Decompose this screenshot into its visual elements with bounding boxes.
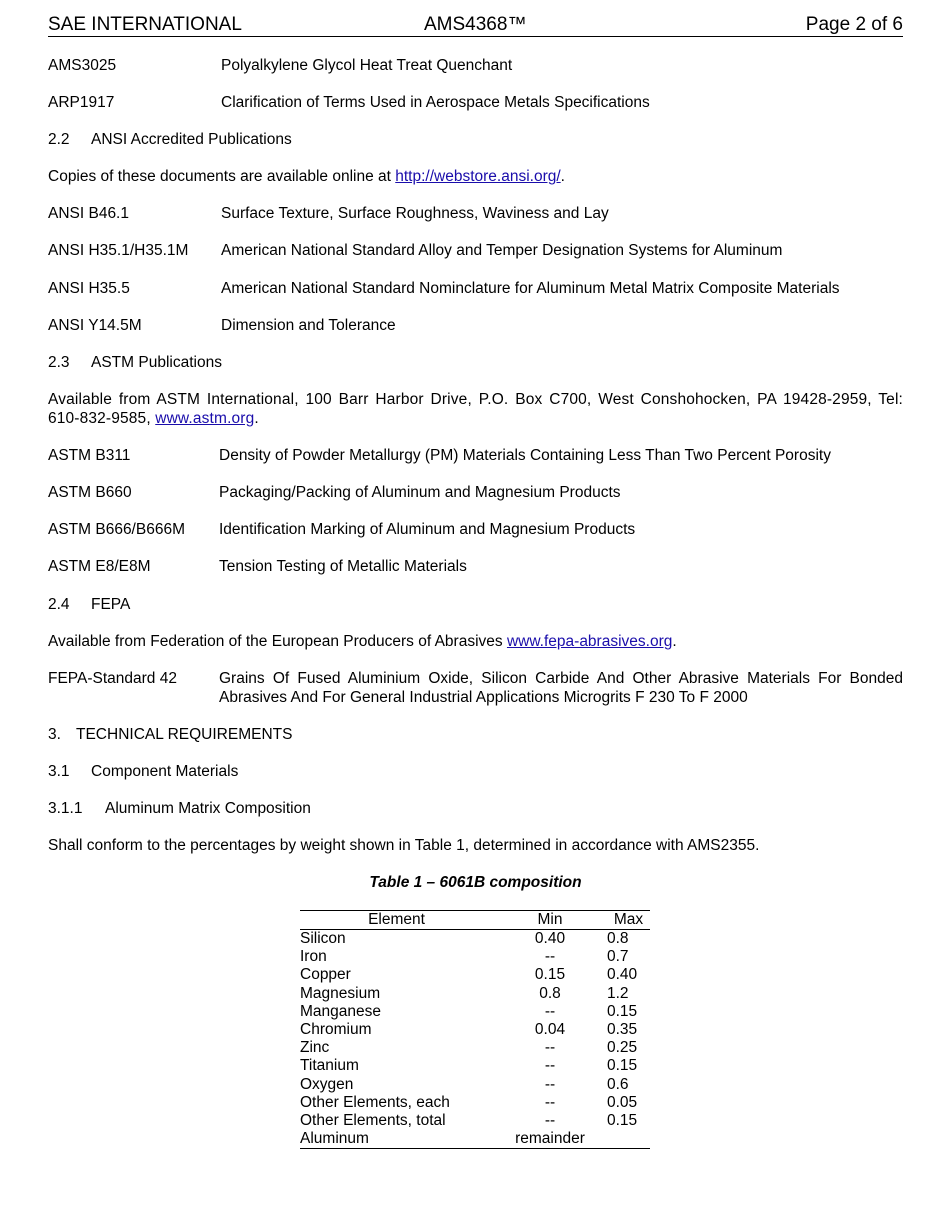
section-number: 2.4 [48,596,70,613]
table-row [300,1094,650,1112]
min-cell: -- [544,1075,556,1093]
element-cell: Manganese [300,1002,382,1020]
reference-code: ARP1917 [48,94,115,111]
max-cell [607,1130,650,1149]
max-cell: 0.25 [607,1039,638,1057]
max-cell: 0.6 [607,1075,629,1093]
reference-title: Tension Testing of Metallic Materials [219,558,467,575]
table-row [300,1039,650,1057]
section-title: ANSI Accredited Publications [91,131,292,148]
element-cell: Magnesium [300,984,381,1002]
max-cell: 0.15 [607,1112,638,1130]
ansi-webstore-link[interactable]: http://webstore.ansi.org/ [395,168,561,185]
reference-title: Clarification of Terms Used in Aerospace Metals Specifications [221,94,650,111]
reference-title: Packaging/Packing of Aluminum and Magnesium Products [219,484,621,501]
section-heading-3-1 [48,762,238,781]
element-cell: Iron [300,948,327,966]
page-header [48,14,903,37]
min-cell: -- [544,1093,556,1111]
header-org: SAE INTERNATIONAL [48,14,242,35]
astm-website-link[interactable]: www.astm.org [155,410,255,427]
min-cell: -- [544,948,556,966]
max-cell: 0.35 [607,1021,638,1039]
min-cell: -- [544,1112,556,1130]
section-number: 2.2 [48,131,70,148]
table-header-row [300,911,650,930]
reference-code: AMS3025 [48,57,117,74]
min-cell: -- [544,1039,556,1057]
reference-title: American National Standard Nominclature for Aluminum Metal Matrix Composite Materials [221,280,840,297]
column-header-min: Min [493,911,607,930]
table-row [300,1130,650,1149]
reference-title: American National Standard Alloy and Temper Designation Systems for Aluminum [221,242,783,259]
reference-code: ASTM B311 [48,447,131,464]
composition-table [300,910,650,1149]
element-cell: Zinc [300,1039,330,1057]
min-cell: remainder [493,1130,607,1149]
section-title: TECHNICAL REQUIREMENTS [76,726,293,743]
astm-intro: Available from ASTM International, 100 Barr Harbor Drive, P.O. Box C700, West Conshohocken, PA 19428-2959, Tel: 610-832-9585, www.astm.org. [48,391,903,427]
reference-code: ANSI Y14.5M [48,317,142,334]
min-cell: 0.8 [539,984,561,1002]
max-cell: 0.7 [607,948,629,966]
table-row [300,1021,650,1039]
section-title: FEPA [91,596,131,613]
element-cell: Other Elements, total [300,1112,446,1130]
table-row [300,985,650,1003]
reference-title: Surface Texture, Surface Roughness, Waviness and Lay [221,205,609,222]
reference-code: ASTM B660 [48,484,132,501]
min-cell: -- [544,1057,556,1075]
section-number: 2.3 [48,354,70,371]
element-cell: Other Elements, each [300,1093,450,1111]
reference-code: ANSI B46.1 [48,205,129,222]
min-cell: -- [544,1002,556,1020]
fepa-website-link[interactable]: www.fepa-abrasives.org [506,633,673,650]
section-title: Component Materials [91,763,239,780]
min-cell: 0.15 [534,966,566,984]
header-page-number: Page 2 of 6 [805,14,903,35]
composition-table-body [300,930,650,1149]
reference-code: FEPA-Standard 42 [48,670,177,687]
header-doc-number: AMS4368™ [424,14,527,35]
table-row [300,1057,650,1075]
reference-title: Dimension and Tolerance [221,317,396,334]
table-row [300,1076,650,1094]
max-cell: 0.8 [607,930,629,947]
reference-title: Polyalkylene Glycol Heat Treat Quenchant [221,57,513,74]
section-heading-2-3 [48,353,222,372]
element-cell: Silicon [300,930,346,947]
reference-title: Density of Powder Metallurgy (PM) Materials Containing Less Than Two Percent Porosity [219,447,831,464]
section-heading-3-1-1 [48,799,311,818]
element-cell: Titanium [300,1057,359,1075]
section-heading-2-4 [48,595,130,614]
table-row [300,930,650,949]
table-row [300,966,650,984]
reference-code: ASTM E8/E8M [48,558,151,575]
reference-code: ASTM B666/B666M [48,521,185,538]
column-header-element: Element [300,911,493,930]
min-cell: 0.04 [534,1021,566,1039]
reference-title: Identification Marking of Aluminum and Magnesium Products [219,521,636,538]
min-cell: 0.40 [534,930,566,947]
reference-code: ANSI H35.5 [48,280,130,297]
section-title: Aluminum Matrix Composition [105,800,311,817]
column-header-max: Max [607,911,650,930]
table-row [300,1112,650,1130]
table-row [300,948,650,966]
reference-title: Grains Of Fused Aluminium Oxide, Silicon Carbide And Other Abrasive Materials For Bonded Abrasives And For General Industrial Applications Microgrits F 230 To F 2000 [219,670,903,706]
element-cell: Copper [300,966,351,984]
section-heading-3 [48,725,292,744]
section-number: 3.1 [48,763,70,780]
max-cell: 0.15 [607,1002,638,1020]
section-number: 3. [48,726,61,743]
composition-requirement: Shall conform to the percentages by weight shown in Table 1, determined in accordance with AMS2355. [48,837,760,854]
fepa-intro: Available from Federation of the European Producers of Abrasives www.fepa-abrasives.org. [48,633,677,650]
max-cell: 0.15 [607,1057,638,1075]
ansi-intro: Copies of these documents are available online at http://webstore.ansi.org/. [48,168,565,185]
table-caption: Table 1 – 6061B composition [369,874,582,891]
max-cell: 0.40 [607,966,638,984]
section-number: 3.1.1 [48,800,83,817]
section-title: ASTM Publications [91,354,222,371]
table-row [300,1003,650,1021]
reference-code: ANSI H35.1/H35.1M [48,242,189,259]
section-heading-2-2 [48,130,292,149]
element-cell: Oxygen [300,1075,354,1093]
max-cell: 1.2 [607,984,629,1002]
max-cell: 0.05 [607,1093,638,1111]
element-cell: Chromium [300,1021,372,1039]
element-cell: Aluminum [300,1130,493,1149]
